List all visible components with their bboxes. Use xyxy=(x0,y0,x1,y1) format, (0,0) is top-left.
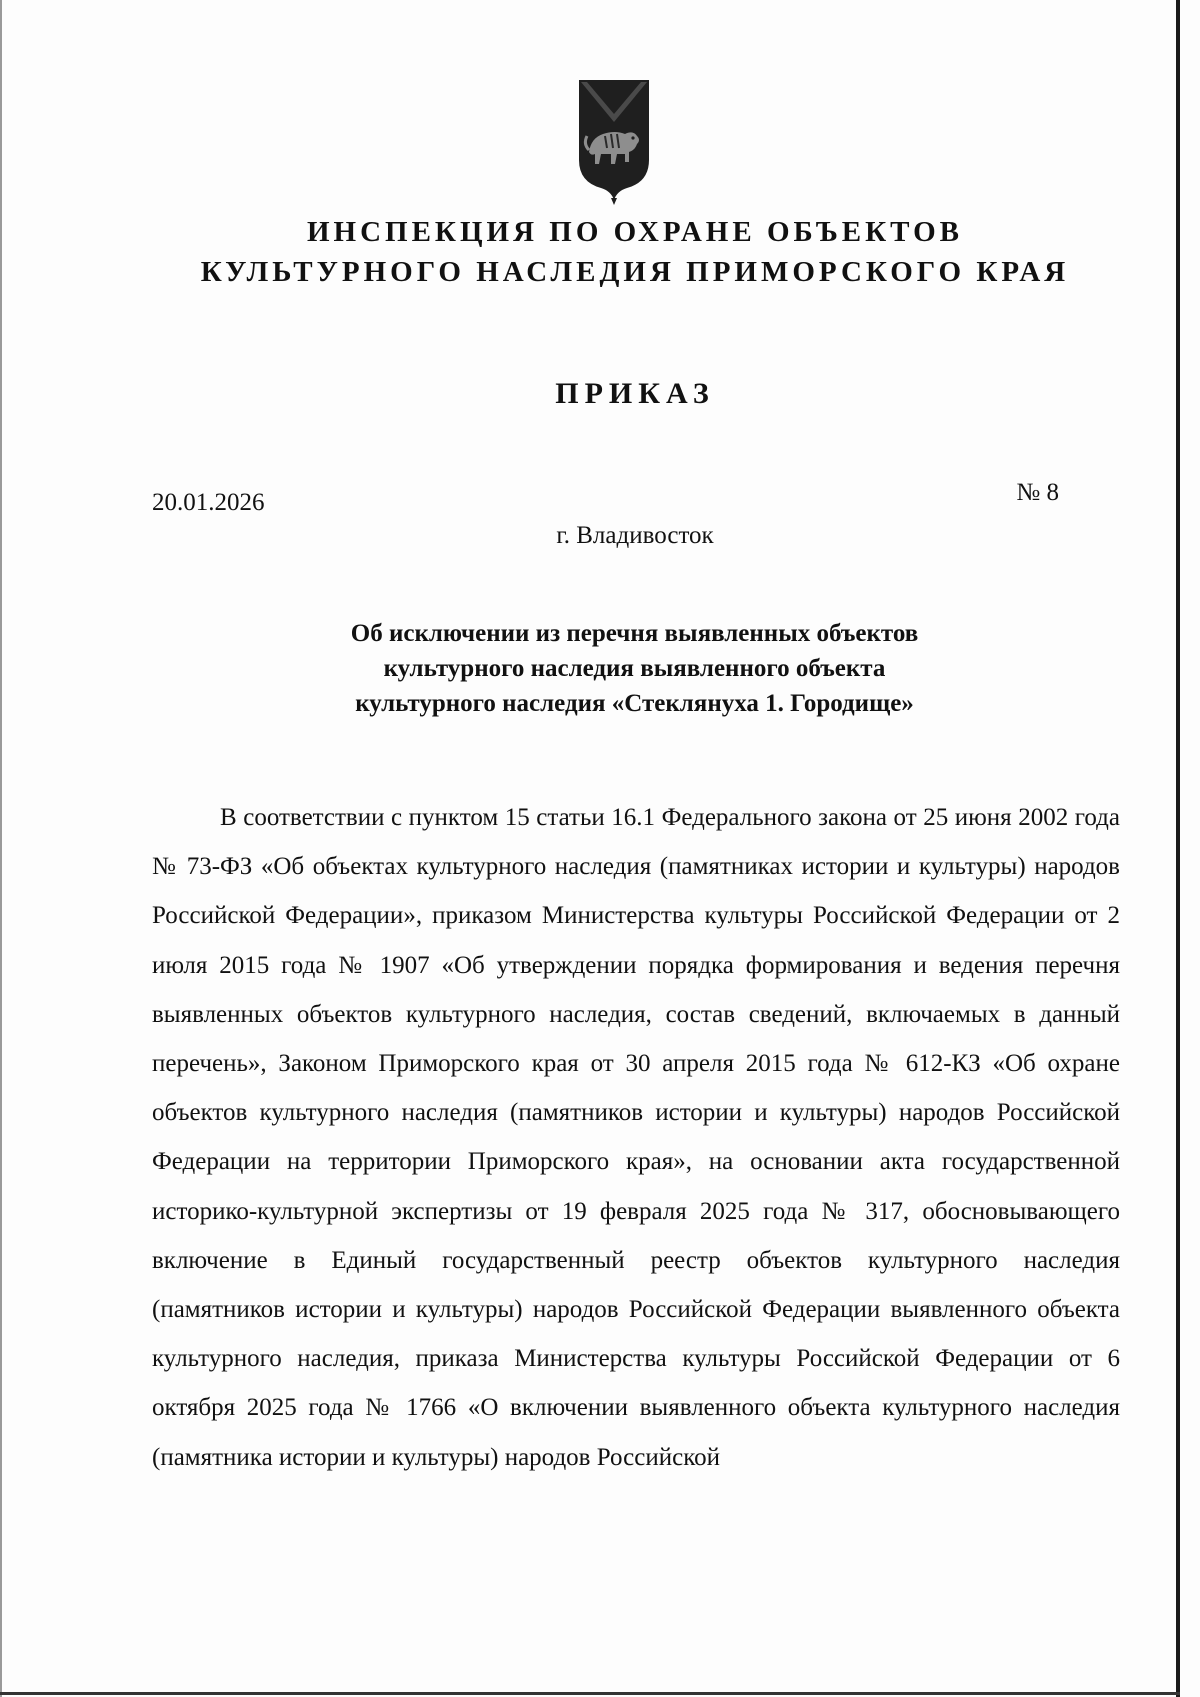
organization-name xyxy=(150,212,1120,292)
scan-left-edge xyxy=(0,0,2,1697)
document-subject xyxy=(232,616,1037,721)
scan-right-edge xyxy=(1176,0,1180,1697)
document-subject-line-1: Об исключении из перечня выявленных объектов xyxy=(350,620,919,647)
document-body-paragraph: В соответствии с пунктом 15 статьи 16.1 Федерального закона от 25 июня 2002 года № 73-ФЗ «Об объектах культурного наследия (памятниках истории и культуры) народов Российской Федерации», приказом Министерства культуры Российской Федерации от 2 июля 2015 года № 1907 «Об утверждении порядка формирования и ведения перечня выявленных объектов культурного наследия, состав сведений, включаемых в данный перечень», Законом Приморского края от 30 апреля 2015 года № 612-КЗ «Об охране объектов культурного наследия (памятников истории и культуры) народов Российской Федерации на территории Приморского края», на основании акта государственной историко-культурной экспертизы от 19 февраля 2025 года № 317, обосновывающего включение в Единый государственный реестр объектов культурного наследия (памятников истории и культуры) народов Российской Федерации выявленного объекта культурного наследия, приказа Министерства культуры Российской Федерации от 6 октября 2025 года № 1766 «О включении выявленного объекта культурного наследия (памятника истории и культуры) народов Российской xyxy=(152,804,1120,1471)
document-number: № 8 xyxy=(1016,479,1059,506)
document-subject-line-3: культурного наследия «Стеклянуха 1. Городище» xyxy=(355,690,914,717)
document-subject-line-2: культурного наследия выявленного объекта xyxy=(383,655,886,682)
scan-bottom-edge xyxy=(0,1692,1180,1695)
coat-of-arms-icon xyxy=(577,78,651,206)
document-city: г. Владивосток xyxy=(556,522,714,549)
organization-name-line-1: ИНСПЕКЦИЯ ПО ОХРАНЕ ОБЪЕКТОВ xyxy=(306,216,964,248)
document-type-title: ПРИКАЗ xyxy=(555,377,715,410)
organization-name-line-2: КУЛЬТУРНОГО НАСЛЕДИЯ ПРИМОРСКОГО КРАЯ xyxy=(200,256,1070,288)
document-date: 20.01.2026 xyxy=(152,489,265,516)
